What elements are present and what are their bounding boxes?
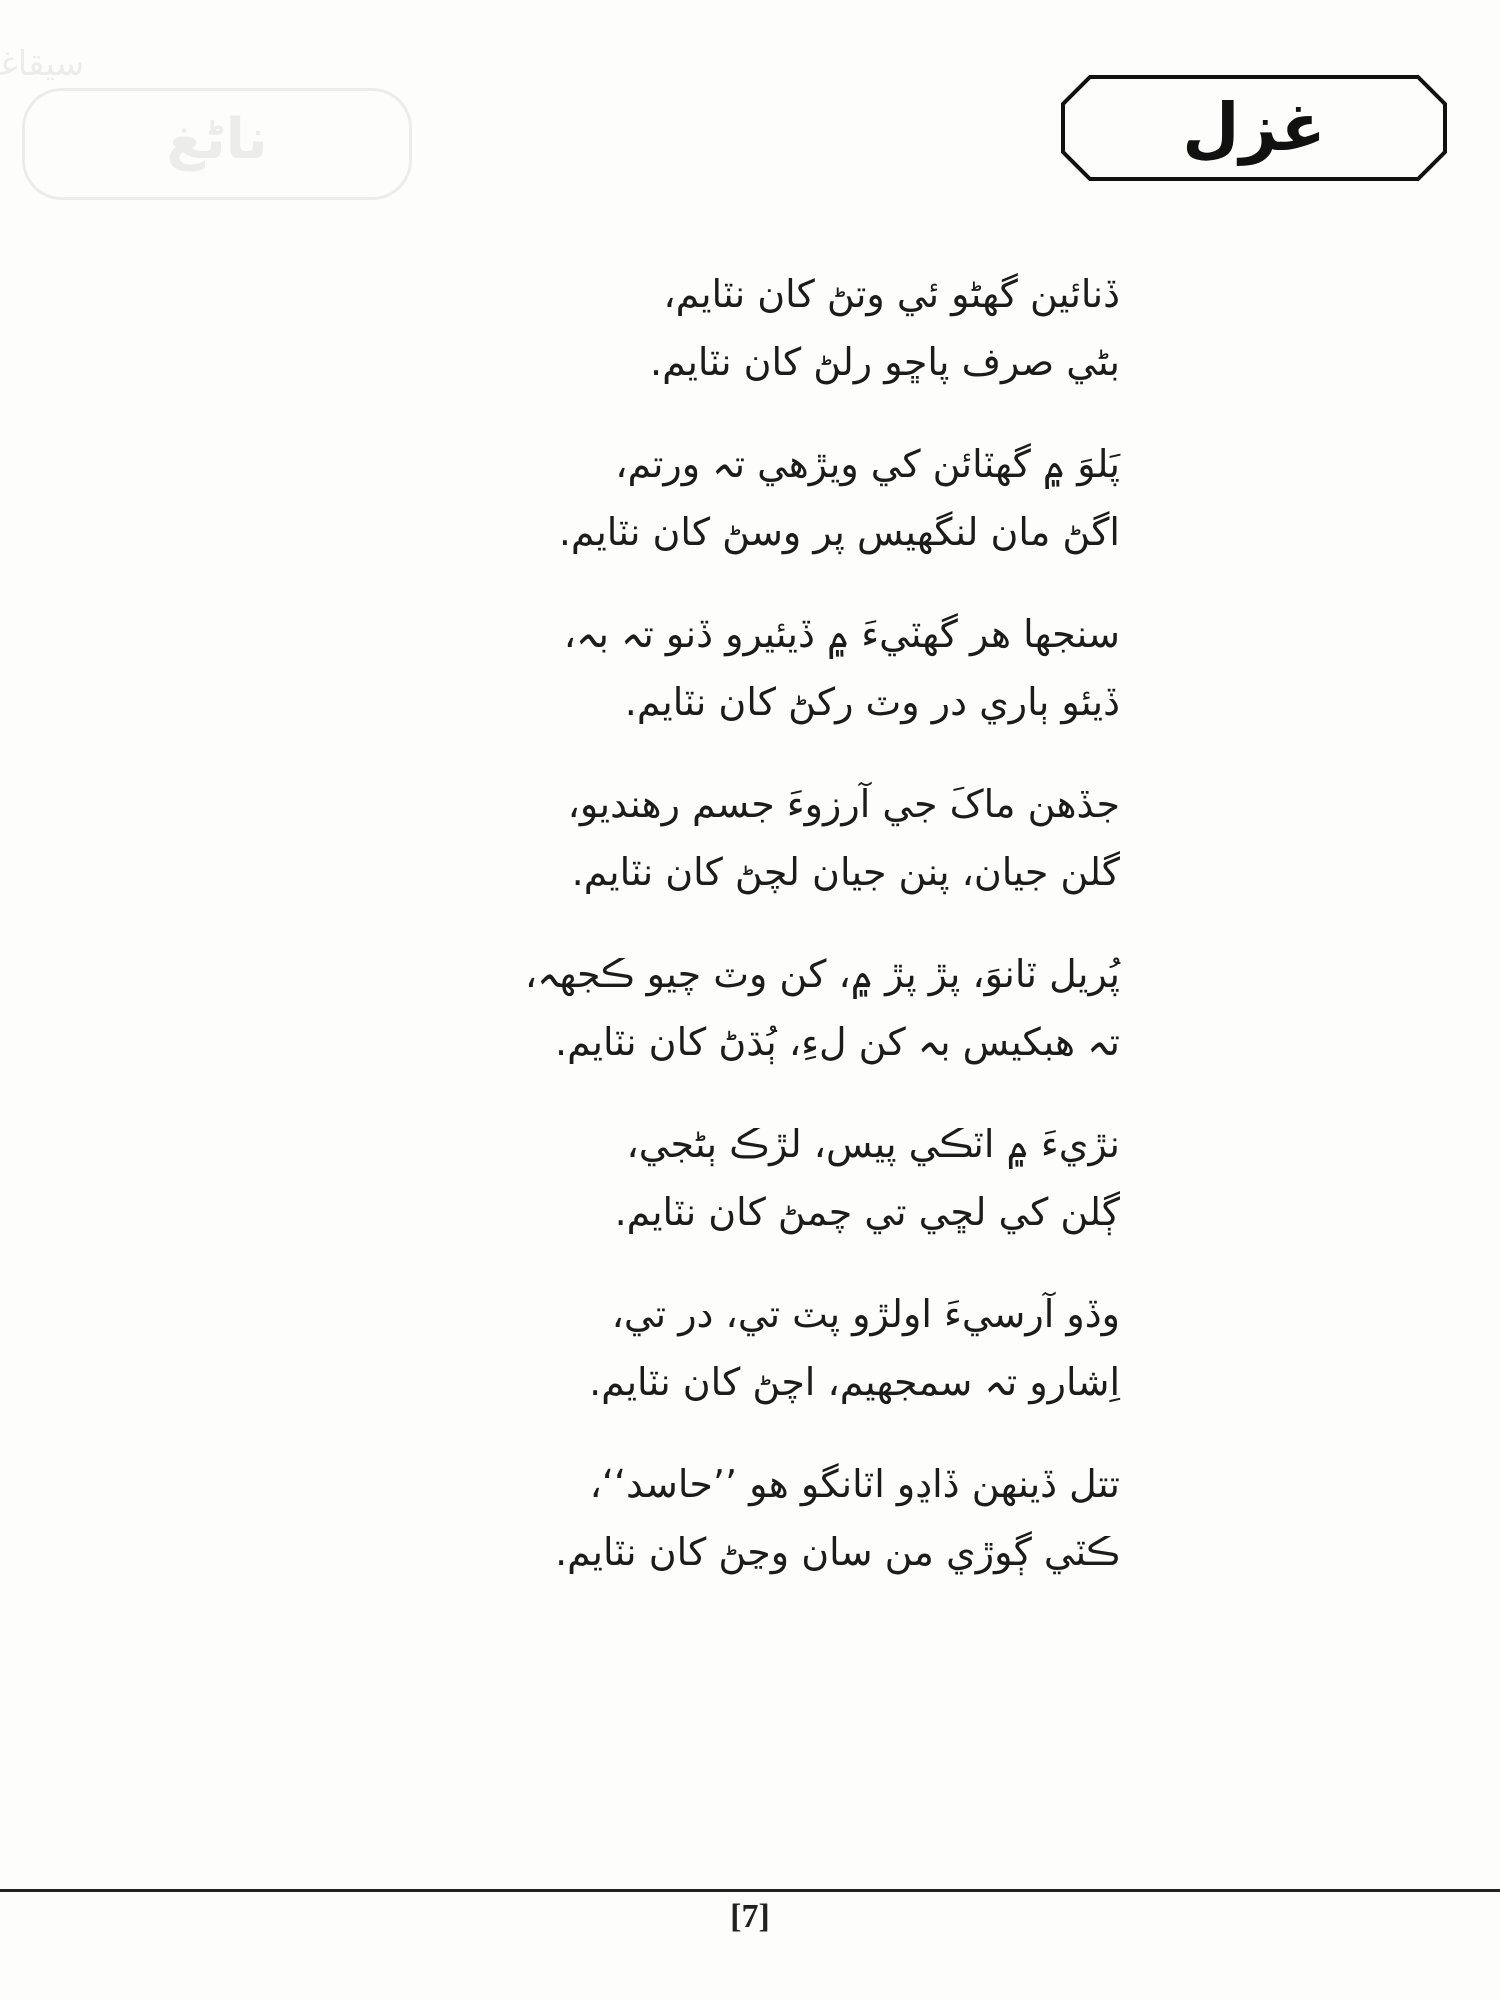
verse-line: گلن جيان، پنن جيان لچڻ کان نٽايم. <box>571 850 1120 894</box>
verse-line: اِشارو تہ سمجهيم، اچڻ کان نٽايم. <box>589 1360 1120 1404</box>
verse-line: تتل ڏينهن ڏاڍو اٽانگو هو ’’حاسد‘‘، <box>589 1462 1120 1506</box>
poem <box>300 260 1120 1620</box>
stanza <box>300 1280 1120 1416</box>
title-badge <box>1060 74 1448 182</box>
verse-line: تہ هبکيس بہ کن لءِ، ٻُڌڻ کان نٽايم. <box>555 1020 1120 1064</box>
bleed-through-badge <box>22 88 412 200</box>
stanza <box>300 1450 1120 1586</box>
footer-divider <box>0 1889 1500 1892</box>
stanza <box>300 770 1120 906</box>
page-title: غزل <box>1182 89 1326 166</box>
verse-line: جڏهن ماکَ جي آرزوءَ جسم رهنديو، <box>567 782 1120 826</box>
page-number: [7] <box>730 1898 770 1935</box>
verse-line: نڙيءَ ۾ اٽڪي پيس، لڙڪ ٻڻجي، <box>626 1122 1120 1166</box>
verse-line: ڳلن کي لڇي تي چمڻ کان نٽايم. <box>614 1190 1120 1234</box>
verse-line: ڏنائين گهڻو ئي وتڻ کان نٽايم، <box>663 272 1120 316</box>
verse-line: سنجها هر گهٽيءَ ۾ ڏيئيرو ڏنو تہ بہ، <box>563 612 1120 656</box>
verse-line: وڏو آرسيءَ اولڙو پٽ تي، در تي، <box>611 1292 1120 1336</box>
bleed-through-corner-text: ﺳﻴﻘﺎﻏ <box>0 44 85 84</box>
verse-line: پَلوَ ۾ گهٽائن کي ويڙهي تہ ورتم، <box>615 442 1120 486</box>
stanza <box>300 1110 1120 1246</box>
verse-line: بڻي صرف پاڇو رلڻ کان نٽايم. <box>649 340 1120 384</box>
stanza <box>300 600 1120 736</box>
verse-line: پُريل ٽانوَ، پڙ پڙ ۾، کن وٽ چيو ڪجهہ، <box>524 952 1120 996</box>
stanza <box>300 940 1120 1076</box>
verse-line: ڪٽي ڳوڙي من سان وڃڻ کان نٽايم. <box>555 1530 1120 1574</box>
bleed-through-badge-text: ناڻغ <box>166 107 268 172</box>
verse-line: اگڻ مان لنگهيس پر وسڻ کان نٽايم. <box>558 510 1120 554</box>
stanza <box>300 260 1120 396</box>
stanza <box>300 430 1120 566</box>
verse-line: ڏيئو ٻاري در وٽ رکڻ کان نٽايم. <box>624 680 1120 724</box>
